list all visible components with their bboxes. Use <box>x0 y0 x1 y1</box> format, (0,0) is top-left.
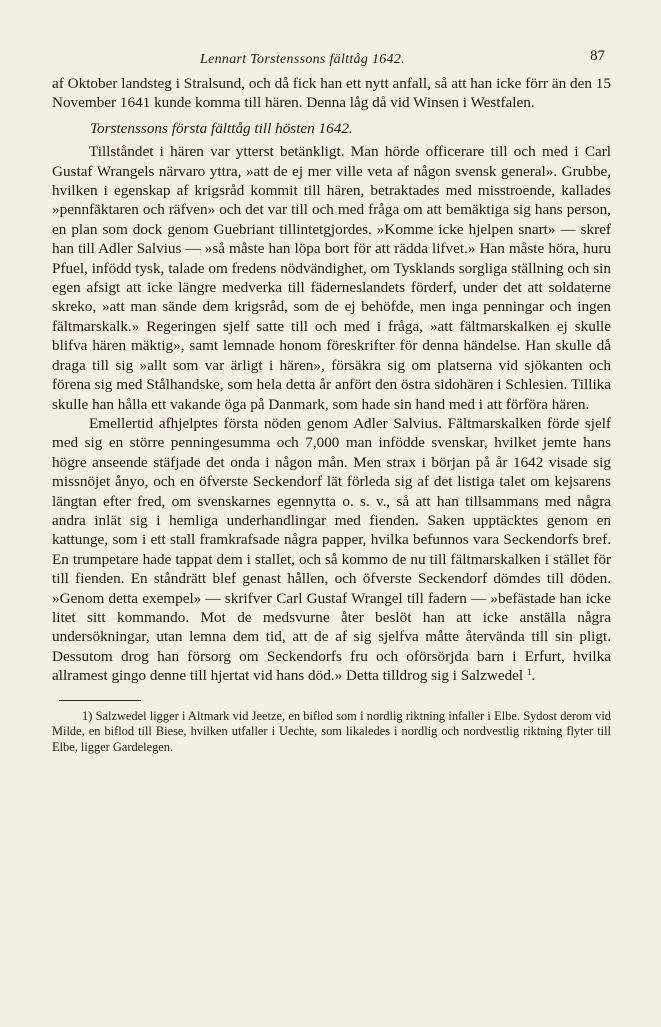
paragraph: Tillståndet i hären var ytterst betänkligt. Man hörde officerare till och med i Carl Gustaf Wrangels närvaro yttra, »att de ej mer ville veta af någon svensk general». Grubbe, hvilken i egenskap af krigsråd kommit till hären, betraktades med misstroende, kallades »pennfäktaren och räfven» och det var till och med fråga om att bemäktiga sig hans person, en plan som dock genom Guebriant tillintetgjordes. »Komme icke hjelpen snart» — skref han till Adler Salvius — »så måste han löpa bort för att rädda lifvet.» Han måste höra, huru Pfuel, infödd tysk, talade om fredens nödvändighet, om Tysklands sorgliga ställning och sin egen afsigt att icke längre medverka till fäderneslandets förderf, under det att soldaterne skreko, »att man sände dem krigsråd, som de ej behöfde, men inga penningar och ingen fältmarskalk.» Regeringen sjelf satte till och med i fråga, »att fältmarskalken ej skulle blifva hären mäktig», samt lemnade honom föreskrifter för denna händelse. Han skulle då draga till sig »allt som var ärligt i hären», försäkra sig om platserna vid sjökanten och förena sig med Stålhandske, som hela detta år anfört den östra sidohären i Schlesien. Tillika skulle han hålla ett vakande öga på Danmark, som hade sin hand med i att förföra hären. <box>52 143 611 413</box>
paragraph-text: Emellertid afhjelptes första nöden genom Adler Salvius. Fältmarskalken förde sjelf med sig en större penningesumma och 7,000 man infödde svenskar, hvilket jemte hans högre anseende stäfjade det onda i någon mån. Men strax i början på år 1642 visade sig missnöjet ånyo, och en öfverste Seckendorf lät förleda sig af det listiga talet om kejsarens längtan efter fred, om svenskarnes egennytta o. s. v., så att han tillsammans med några andra inlät sig i hemliga underhandlingar med fienden. Saken upptäcktes genom en kattunge, som i ett stall framkrafsade några papper, hvilka befunnos vara Seckendorfs bref. En trumpetare hade tappat dem i stallet, och så kommo de nu till fältmarskalken i stället för till fienden. En ståndrätt blef genast hållen, och öfverste Seckendorf dömdes till döden. »Genom detta exempel» — skrifver Carl Gustaf Wrangel till fadern — »befästade han icke litet sitt kommando. Mot de medsvurne åter beslöt han att icke anställa några undersökningar, utan lemna dem tid, att de af sig sjelfva måtte återvända till sin pligt. Dessutom drog han försorg om Seckendorfs fru och oförsörjda barn i Erfurt, hvilka allramest gingo denne till hjertat vid hans död.» Detta tilldrog sig i Salzwedel <box>52 414 611 685</box>
running-title: Lennart Torstenssons fälttåg 1642. <box>200 52 405 67</box>
footnote <box>52 709 611 756</box>
sentence-end: . <box>531 667 536 685</box>
paragraph-last <box>52 414 611 686</box>
page-number: 87 <box>590 48 605 64</box>
footnote-marker: 1 <box>526 667 532 678</box>
body-text <box>52 74 611 686</box>
footnote-ref: 1) <box>82 708 93 723</box>
running-head <box>52 44 611 74</box>
footnote-rule <box>59 700 141 701</box>
footnote-text: Salzwedel ligger i Altmark vid Jeetze, en biflod som i nordlig riktning infaller i Elbe. Sydost derom vid Milde, en biflod till Biese, hvilken utfaller i Uechte, som likaledes i nordlig och nordvestlig riktning flyter till Elbe, ligger Gardelegen. <box>52 708 611 754</box>
section-heading: Torstenssons första fälttåg till hösten 1642. <box>90 119 353 137</box>
paragraph-continued: af Oktober landsteg i Stralsund, och då fick han ett nytt anfall, så att han icke förr än den 15 November 1641 kunde komma till hären. Denna låg då vid Winsen i Westfalen. <box>52 75 611 112</box>
